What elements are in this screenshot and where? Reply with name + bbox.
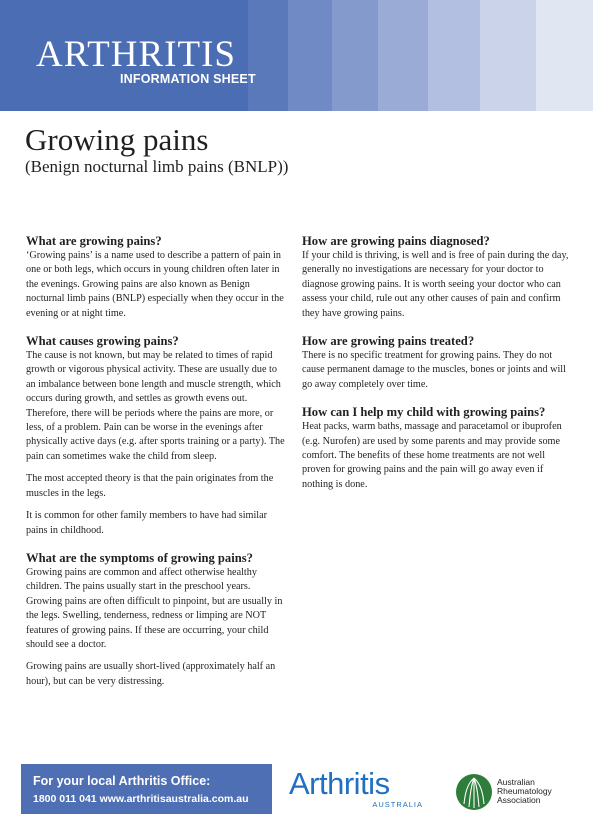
section-causes <box>26 334 286 538</box>
page-subtitle: (Benign nocturnal limb pains (BNLP)) <box>25 157 289 176</box>
banner-text <box>36 34 256 86</box>
section-paragraph: ‘Growing pains’ is a name used to describe a pattern of pain in one or both legs, which occurs in young children often later in the evenings. Growing pains are also known as Benign nocturnal limb pains (BNLP) especially when they occur in the evening or at night time. <box>26 250 284 319</box>
section-diagnosed <box>302 234 574 321</box>
section-treated <box>302 334 574 392</box>
willow-tree-icon <box>455 770 493 814</box>
section-heading: What causes growing pains? <box>26 334 179 349</box>
section-paragraph: It is common for other family members to have had similar pains in childhood. <box>26 510 268 536</box>
banner-stripe <box>288 0 332 111</box>
section-symptoms <box>26 551 286 689</box>
banner-stripe <box>480 0 536 111</box>
banner-stripe <box>428 0 480 111</box>
arthritis-australia-logo <box>289 768 429 814</box>
banner-stripe <box>332 0 378 111</box>
banner-title: ARTHRITIS <box>36 34 236 75</box>
right-column <box>302 234 574 505</box>
section-heading: How are growing pains treated? <box>302 334 475 349</box>
section-paragraph: Growing pains are usually short-lived (approximately half an hour), but can be very distressing. <box>26 661 276 687</box>
page-title: Growing pains <box>25 122 209 157</box>
section-paragraph: Heat packs, warm baths, massage and paracetamol or ibuprofen (e.g. Nurofen) are used by some parents and may provide some comfort. The benefits of these home treatments are not well proven for growing pains and the pain will go away even if nothing is done. <box>302 421 562 490</box>
ara-line: Australian <box>497 777 535 787</box>
ara-logo <box>455 770 585 816</box>
section-what-are <box>26 234 286 321</box>
section-paragraph: If your child is thriving, is well and is free of pain during the day, generally no investigations are necessary for your doctor to diagnose growing pains. It is worth seeing your doctor who can assess your child, rule out any other causes of pain and confirm they have growing pains. <box>302 250 569 319</box>
left-column <box>26 234 286 702</box>
banner-stripe <box>536 0 593 111</box>
section-paragraph: Growing pains are common and affect otherwise healthy children. The pains usually start in the preschool years. Growing pains are often difficult to pinpoint, but are usually in the legs. Swelling, tenderness, redness or limping are NOT features of growing pains. If these are occurring, your child should see a doctor. <box>26 566 283 650</box>
section-heading: What are the symptoms of growing pains? <box>26 550 253 565</box>
footer-contact-box <box>21 764 272 814</box>
ara-line: Association <box>497 795 541 805</box>
section-heading: How are growing pains diagnosed? <box>302 234 490 248</box>
logo-wordmark: Arthritis <box>289 766 390 801</box>
banner-subtitle: INFORMATION SHEET <box>120 72 256 86</box>
footer-contact-link[interactable]: 1800 011 041 www.arthritisaustralia.com.au <box>33 793 249 805</box>
section-help <box>302 405 574 492</box>
footer-heading: For your local Arthritis Office: <box>33 774 211 788</box>
section-paragraph: The most accepted theory is that the pain originates from the muscles in the legs. <box>26 473 274 499</box>
ara-text <box>497 778 552 805</box>
banner-stripe <box>378 0 428 111</box>
section-paragraph: There is no specific treatment for growing pains. They do not cause permanent damage to the muscles, bones or joints and will go away completely over time. <box>302 350 566 390</box>
section-heading: How can I help my child with growing pains? <box>302 405 546 420</box>
section-heading: What are growing pains? <box>26 234 162 248</box>
header-banner <box>0 0 593 111</box>
section-paragraph: The cause is not known, but may be related to times of rapid growth or vigorous physical activity. These are usually due to an imbalance between bone length and muscle strength, which occurs during growth, and settles as growth evens out. Therefore, there will be periods where the pains are more, or less, of a problem. Pain can be worse in the evenings after physically active days (e.g. after sports training or a party). The pain can sometimes wake the child from sleep. <box>26 350 285 462</box>
logo-subtitle: AUSTRALIA <box>372 800 423 809</box>
ara-line: Rheumatology <box>497 786 552 796</box>
